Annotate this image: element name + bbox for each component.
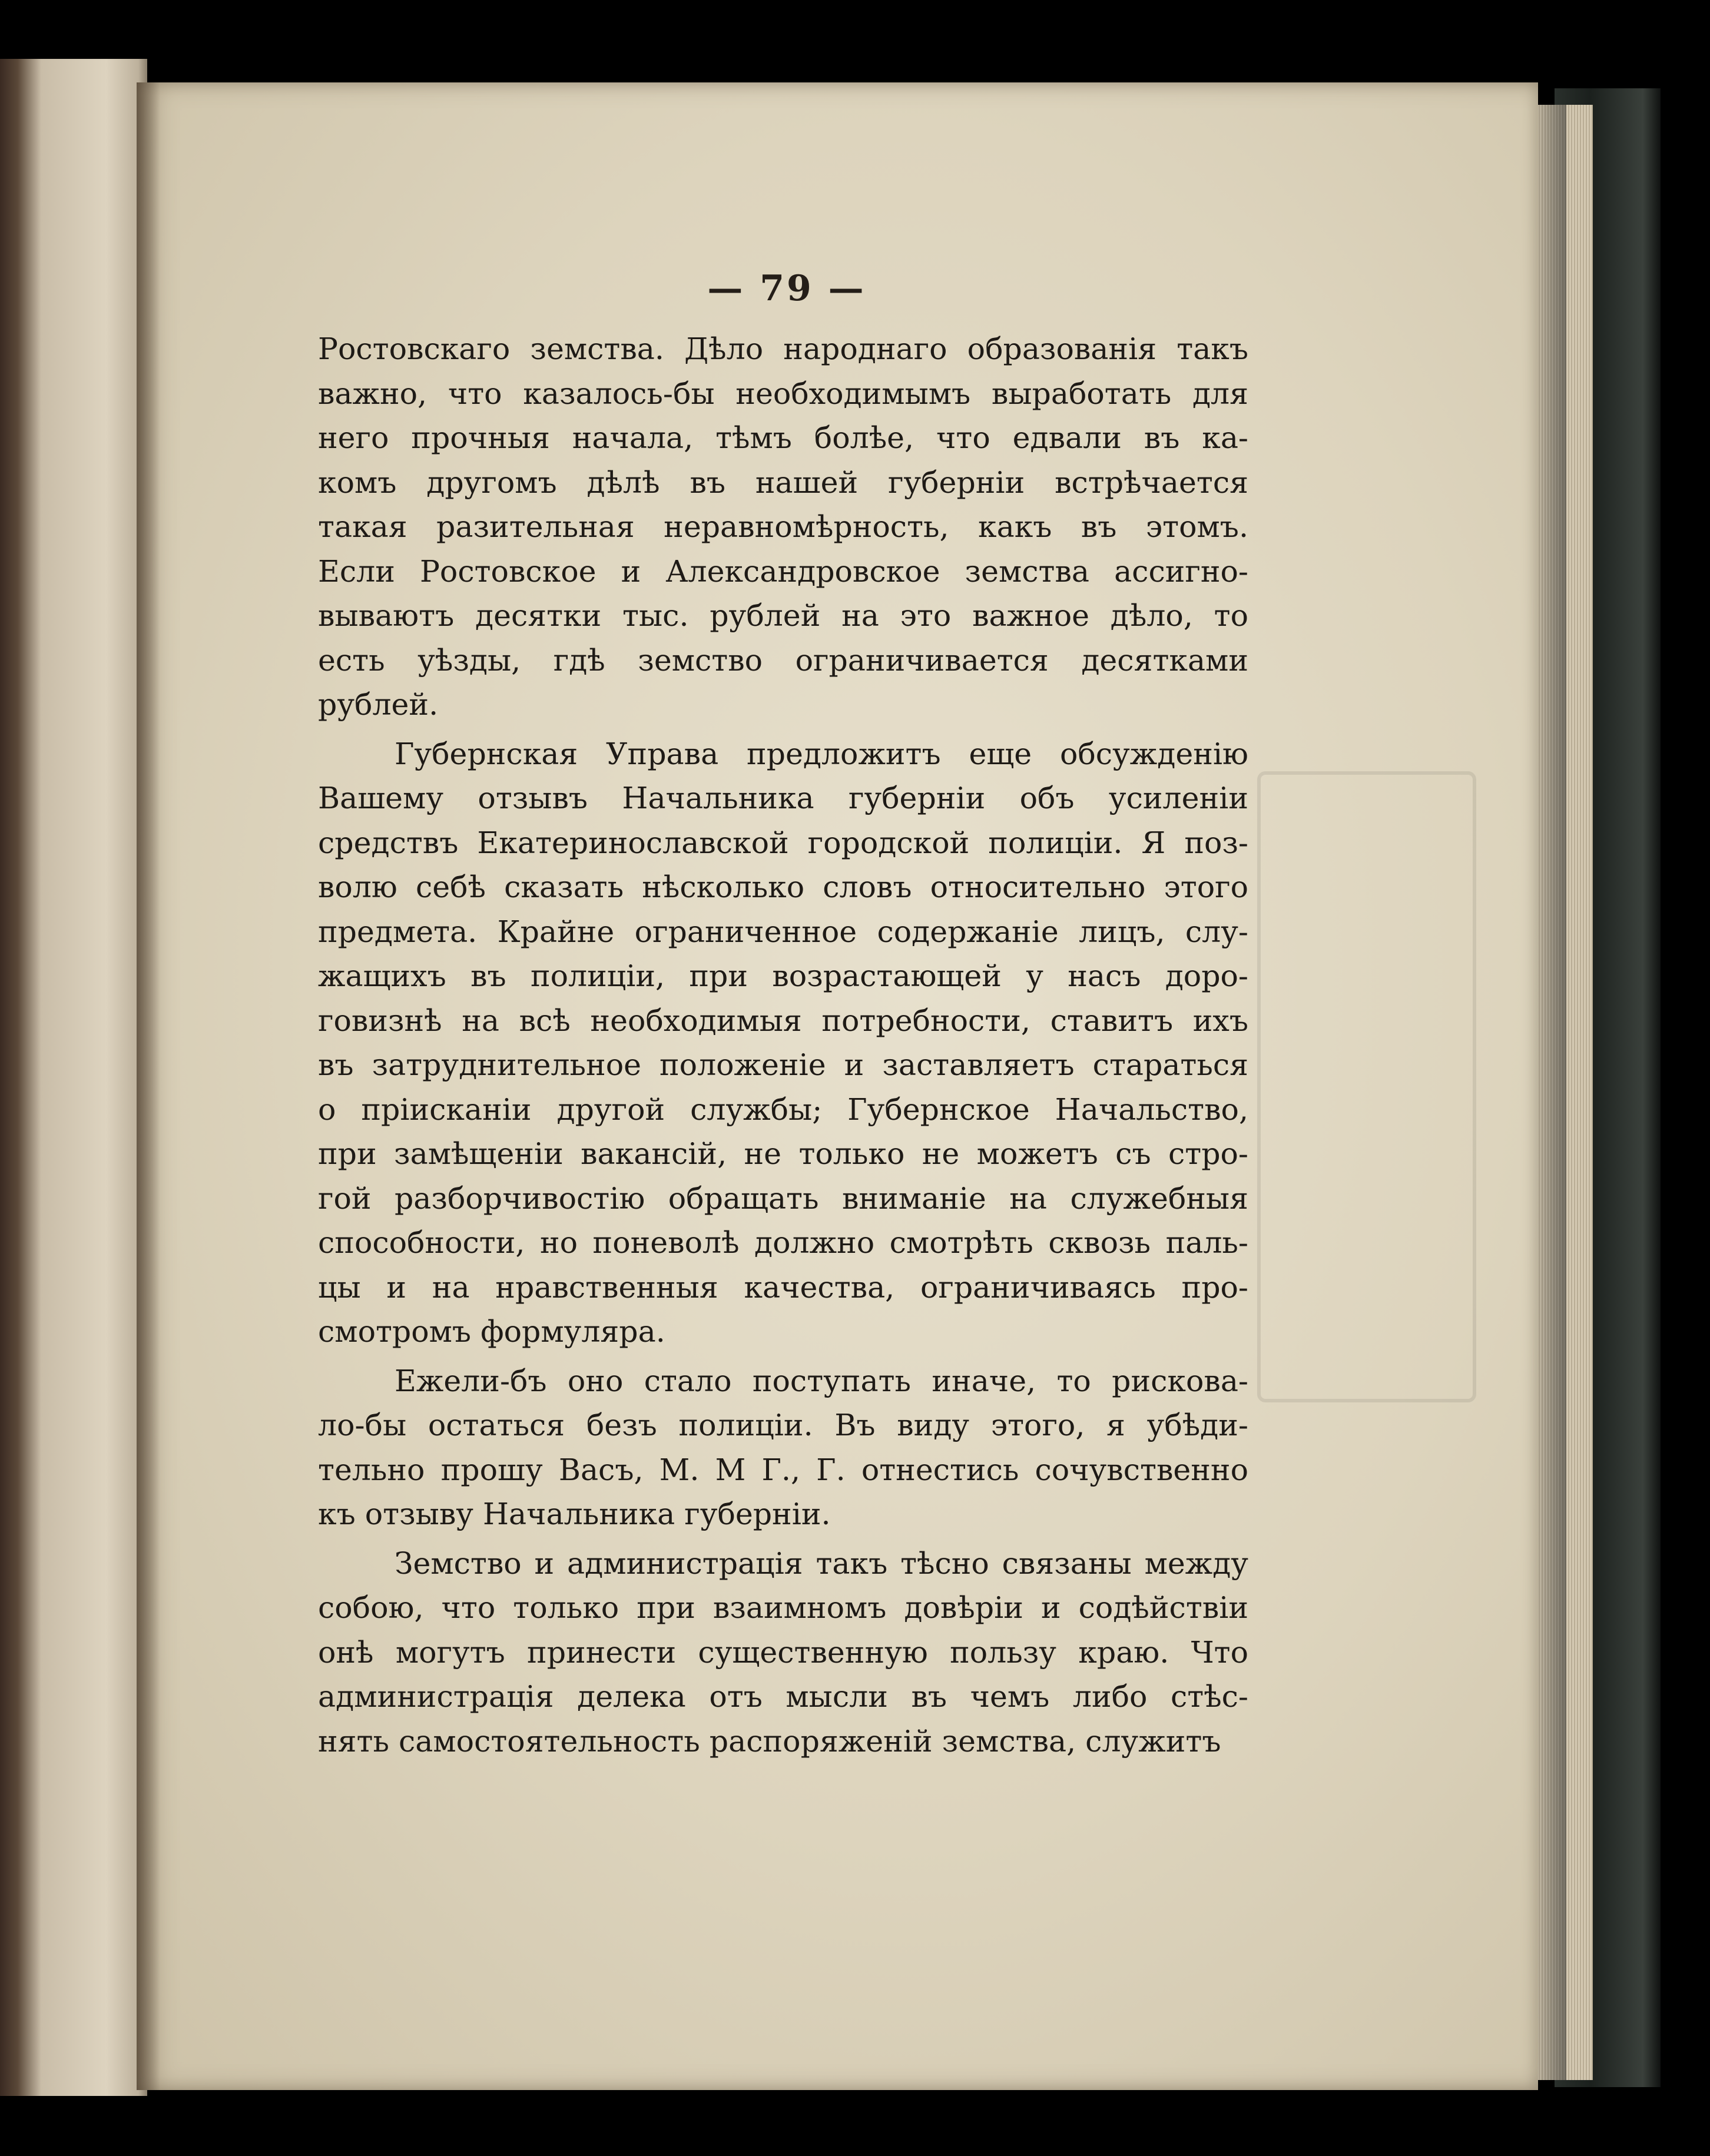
text-line: при замѣщеніи вакансій, не только не можетъ съ стро- <box>318 1136 1248 1171</box>
text-line: комъ другомъ дѣлѣ въ нашей губерніи встрѣчается <box>318 465 1248 500</box>
text-line: въ затруднительное положеніе и заставляетъ стараться <box>318 1047 1248 1082</box>
text-line: Ростовскаго земства. Дѣло народнаго образованія такъ <box>318 331 1248 366</box>
text-line: тельно прошу Васъ, М. М Г., Г. отнестись сочувственно <box>318 1452 1248 1487</box>
text-line: Губернская Управа предложитъ еще обсужденію <box>395 736 1248 771</box>
text-line: волю себѣ сказать нѣсколько словъ относительно этого <box>318 870 1248 904</box>
page-number: — 79 — <box>707 268 866 309</box>
text-line: онѣ могутъ принести существенную пользу краю. Что <box>318 1634 1248 1670</box>
text-line: говизнѣ на всѣ необходимыя потребности, ставитъ ихъ <box>318 1003 1248 1038</box>
body-text <box>318 327 1248 1763</box>
text-line: вываютъ десятки тыс. рублей на это важное дѣло, то <box>318 598 1248 633</box>
text-line: способности, но поневолѣ должно смотрѣть сквозь паль- <box>318 1225 1248 1260</box>
text-line: средствъ Екатеринославской городской полиціи. Я поз- <box>318 825 1248 860</box>
text-line: предмета. Крайне ограниченное содержаніе лицъ, слу- <box>318 914 1248 949</box>
text-line: жащихъ въ полиціи, при возрастающей у насъ доро- <box>318 958 1248 993</box>
paragraph <box>318 1359 1248 1537</box>
paragraph-gap <box>318 1537 1248 1541</box>
text-line: смотромъ формуляра. <box>318 1314 665 1349</box>
paragraph <box>318 732 1248 1354</box>
bleed-through-frame <box>1257 771 1476 1402</box>
text-line: къ отзыву Начальника губерніи. <box>318 1497 831 1531</box>
text-line: такая разительная неравномѣрность, какъ въ этомъ. <box>318 509 1248 544</box>
left-page-sliver <box>0 59 147 2096</box>
paragraph-gap <box>318 727 1248 732</box>
text-line: нять самостоятельность распоряженій земства, служитъ <box>318 1723 1221 1759</box>
text-line: гой разборчивостію обращать вниманіе на служебныя <box>318 1180 1248 1216</box>
text-line: него прочныя начала, тѣмъ болѣе, что едвали въ ка- <box>318 420 1248 455</box>
text-line: ло-бы остаться безъ полиціи. Въ виду этого, я убѣди- <box>318 1408 1248 1442</box>
text-line: цы и на нравственныя качества, ограничиваясь про- <box>318 1269 1248 1305</box>
text-line: Если Ростовское и Александровское земства ассигно- <box>318 553 1248 589</box>
text-line: собою, что только при взаимномъ довѣріи и содѣйствіи <box>318 1590 1248 1625</box>
text-line: администрація делека отъ мысли въ чемъ либо стѣс- <box>318 1679 1248 1714</box>
text-line: важно, что казалось-бы необходимымъ выработать для <box>318 376 1248 411</box>
paragraph-gap <box>318 1354 1248 1359</box>
text-line: Ежели-бъ оно стало поступать иначе, то рискова- <box>395 1363 1248 1398</box>
paragraph <box>318 327 1248 727</box>
text-line: Земство и администрація такъ тѣсно связаны между <box>395 1545 1248 1581</box>
text-line: о пріисканіи другой службы; Губернское Начальство, <box>318 1092 1248 1127</box>
text-line: рублей. <box>318 687 439 722</box>
paragraph <box>318 1541 1248 1764</box>
text-line: есть уѣзды, гдѣ земство ограничивается десятками <box>318 642 1248 678</box>
page-gutter-shadow <box>137 82 160 2090</box>
text-line: Вашему отзывъ Начальника губерніи объ усиленіи <box>318 781 1248 815</box>
